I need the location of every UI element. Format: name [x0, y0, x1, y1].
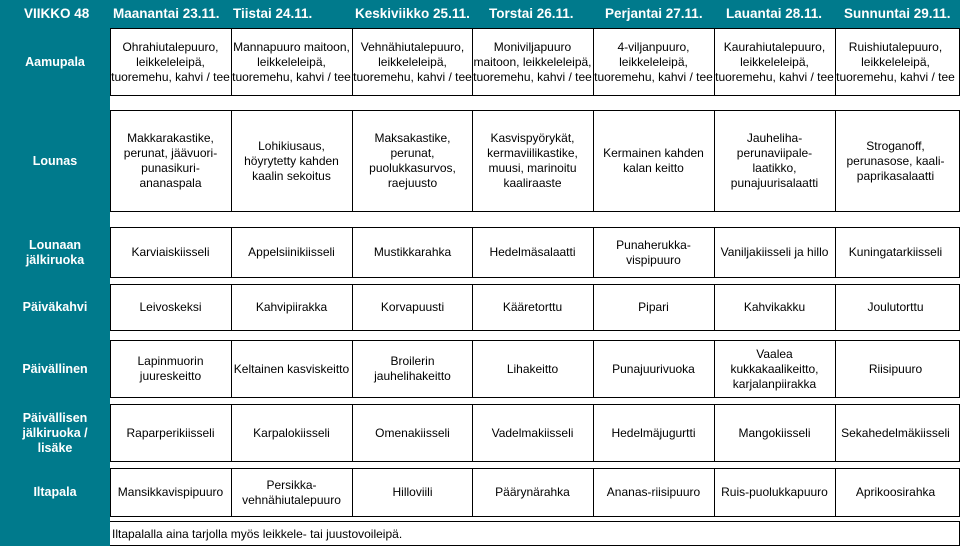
column-divider — [714, 404, 715, 462]
row-divider — [110, 340, 960, 341]
menu-cell: Punaherukka- vispipuuro — [616, 237, 691, 267]
row-label-lunch-dessert: Lounaan jälkiruoka — [0, 227, 110, 278]
day-header-tuesday: Tiistai 24.11. — [233, 6, 313, 21]
row-dinner — [0, 340, 960, 398]
column-divider — [835, 28, 836, 96]
menu-cell: Mannapuuro maitoon, leikkeleleipä, tuoremehu, kahvi / tee — [232, 39, 351, 84]
column-divider — [714, 28, 715, 96]
menu-cell: Vehnähiutalepuuro, leikkeleleipä, tuoremehu, kahvi / tee — [353, 39, 472, 84]
menu-cell: Mansikkavispipuuro — [117, 485, 224, 499]
day-header-wednesday: Keskiviikko 25.11. — [355, 6, 470, 21]
menu-cell: Lapinmuorin juureskeitto — [137, 354, 204, 383]
column-divider — [472, 227, 473, 278]
row-divider — [110, 516, 960, 517]
menu-cell: Riisipuuro — [868, 361, 923, 376]
day-header-friday: Perjantai 27.11. — [605, 6, 703, 21]
column-divider — [231, 110, 232, 212]
column-divider — [835, 110, 836, 212]
row-divider — [110, 468, 960, 469]
column-divider — [352, 110, 353, 212]
menu-cell: Kahvikakku — [743, 300, 806, 314]
menu-cell: Punajuurivuoka — [612, 361, 695, 376]
menu-cell: Vaalea kukkakaalikeitto, karjalanpiirakka — [730, 346, 819, 391]
row-label-lunch: Lounas — [0, 110, 110, 212]
column-divider — [714, 468, 715, 517]
column-divider — [352, 468, 353, 517]
row-afternoon-coffee — [0, 284, 960, 331]
day-header-saturday: Lauantai 28.11. — [726, 6, 823, 21]
menu-cell: Appelsiinikiisseli — [248, 245, 335, 259]
menu-cell: 4-viljanpuuro, leikkeleleipä, tuoremehu, kahvi / tee — [594, 39, 713, 84]
row-divider — [110, 211, 960, 212]
menu-cell: Sekahedelmäkiisseli — [841, 425, 950, 440]
column-divider — [231, 468, 232, 517]
menu-cell: Broilerin jauhelihakeitto — [374, 354, 451, 383]
column-divider — [835, 340, 836, 398]
column-divider — [593, 340, 594, 398]
row-lunch-dessert — [0, 227, 960, 278]
column-divider — [110, 284, 111, 331]
menu-cell: Leivoskeksi — [139, 300, 202, 314]
menu-cell: Hedelmäsalaatti — [489, 245, 576, 259]
column-divider — [352, 227, 353, 278]
column-divider — [835, 227, 836, 278]
column-divider — [835, 468, 836, 517]
menu-cell: Vadelmakiisseli — [491, 425, 574, 440]
column-divider — [835, 404, 836, 462]
row-label-evening-snack: Iltapala — [0, 468, 110, 517]
column-divider — [231, 227, 232, 278]
row-label-afternoon-coffee: Päiväkahvi — [0, 284, 110, 331]
column-divider — [593, 110, 594, 212]
column-divider — [110, 110, 111, 212]
row-divider — [110, 227, 960, 228]
column-divider — [472, 284, 473, 331]
row-evening-snack — [0, 468, 960, 517]
footnote: Iltapalalla aina tarjolla myös leikkele- tai juustovoileipä. — [112, 527, 403, 541]
row-label-dinner-dessert: Päivällisen jälkiruoka / lisäke — [0, 404, 110, 462]
menu-cell: Ruis-puolukkapuuro — [721, 485, 828, 499]
menu-cell: Kermainen kahden kalan keitto — [603, 146, 704, 175]
column-divider — [110, 340, 111, 398]
row-divider — [110, 110, 960, 111]
column-divider — [472, 28, 473, 96]
menu-cell: Persikka- vehnähiutalepuuro — [242, 477, 341, 507]
column-divider — [472, 404, 473, 462]
menu-cell: Aprikoosirahka — [855, 485, 936, 499]
row-divider — [110, 95, 960, 96]
menu-cell: Keltainen kasviskeitto — [233, 361, 350, 376]
column-divider — [352, 28, 353, 96]
row-label-breakfast: Aamupala — [0, 28, 110, 96]
column-divider — [231, 28, 232, 96]
column-divider — [714, 284, 715, 331]
column-divider — [593, 284, 594, 331]
row-divider — [110, 277, 960, 278]
menu-cell: Karviaiskiisseli — [131, 245, 210, 259]
week-label: VIIKKO 48 — [24, 6, 90, 21]
column-divider — [231, 404, 232, 462]
row-dinner-dessert — [0, 404, 960, 462]
menu-cell: Hedelmäjugurtti — [611, 425, 696, 440]
column-divider — [714, 227, 715, 278]
menu-cell: Kasvispyörykät, kermaviilikastike, muusi, marinoitu kaaliraaste — [487, 131, 578, 190]
row-divider — [110, 404, 960, 405]
menu-cell: Makkarakastike, perunat, jäävuori- punasikuri- ananaspala — [123, 131, 218, 190]
menu-cell: Mustikkarahka — [373, 245, 452, 259]
column-divider — [714, 340, 715, 398]
column-divider — [110, 28, 111, 96]
menu-cell: Kahvipiirakka — [255, 300, 328, 314]
menu-cell: Raparperikiisseli — [126, 425, 215, 440]
column-divider — [231, 284, 232, 331]
day-header-sunday: Sunnuntai 29.11. — [844, 6, 951, 21]
row-breakfast — [0, 28, 960, 96]
day-header-monday: Maanantai 23.11. — [113, 6, 220, 21]
column-divider — [472, 110, 473, 212]
column-divider — [110, 468, 111, 517]
row-divider — [110, 397, 960, 398]
column-divider — [472, 340, 473, 398]
menu-cell: Lohikiusaus, höyrytetty kahden kaalin sekoitus — [244, 138, 339, 183]
menu-cell: Joulutorttu — [867, 300, 924, 314]
menu-cell: Ruishiutalepuuro, leikkeleleipä, tuoremehu, kahvi / tee — [836, 39, 955, 84]
column-divider — [352, 340, 353, 398]
menu-cell: Omenakiisseli — [375, 425, 450, 440]
column-divider — [472, 468, 473, 517]
menu-cell: Maksakastike, perunat, puolukkasurvos, raejuusto — [369, 131, 456, 190]
row-label-dinner: Päivällinen — [0, 340, 110, 398]
row-divider — [110, 28, 960, 29]
menu-cell: Jauheliha- perunaviipale- laatikko, punajuurisalaatti — [730, 131, 819, 190]
column-divider — [593, 404, 594, 462]
header-row — [0, 0, 960, 28]
row-divider — [110, 461, 960, 462]
menu-cell: Pipari — [638, 300, 669, 314]
menu-cell: Korvapuusti — [380, 300, 445, 314]
menu-cell: Karpalokiisseli — [253, 425, 330, 440]
column-divider — [231, 340, 232, 398]
menu-cell: Kuningatarkiisseli — [848, 245, 943, 259]
column-divider — [352, 404, 353, 462]
menu-cell: Kaurahiutalepuuro, leikkeleleipä, tuoremehu, kahvi / tee — [715, 39, 834, 84]
column-divider — [593, 28, 594, 96]
row-divider — [110, 284, 960, 285]
row-lunch — [0, 110, 960, 212]
column-divider — [110, 404, 111, 462]
menu-cell: Mangokiisseli — [738, 425, 811, 440]
column-divider — [593, 227, 594, 278]
column-divider — [593, 468, 594, 517]
column-divider — [110, 227, 111, 278]
menu-cell: Lihakeitto — [506, 361, 559, 376]
row-divider — [110, 330, 960, 331]
menu-cell: Vaniljakiisseli ja hillo — [720, 245, 829, 259]
column-divider — [714, 110, 715, 212]
column-divider — [352, 284, 353, 331]
menu-cell: Päärynärahka — [495, 485, 570, 499]
day-header-thursday: Torstai 26.11. — [489, 6, 574, 21]
menu-cell: Ohrahiutalepuuro, leikkeleleipä, tuoremehu, kahvi / tee — [111, 39, 230, 84]
menu-cell: Hilloviili — [392, 485, 433, 499]
column-divider — [835, 284, 836, 331]
menu-cell: Stroganoff, perunasose, kaali- paprikasalaatti — [846, 138, 945, 183]
menu-cell: Ananas-riisipuuro — [606, 485, 701, 499]
menu-cell: Kääretorttu — [502, 300, 563, 314]
menu-cell: Moniviljapuuro maitoon, leikkeleleipä, tuoremehu, kahvi / tee — [473, 39, 592, 84]
